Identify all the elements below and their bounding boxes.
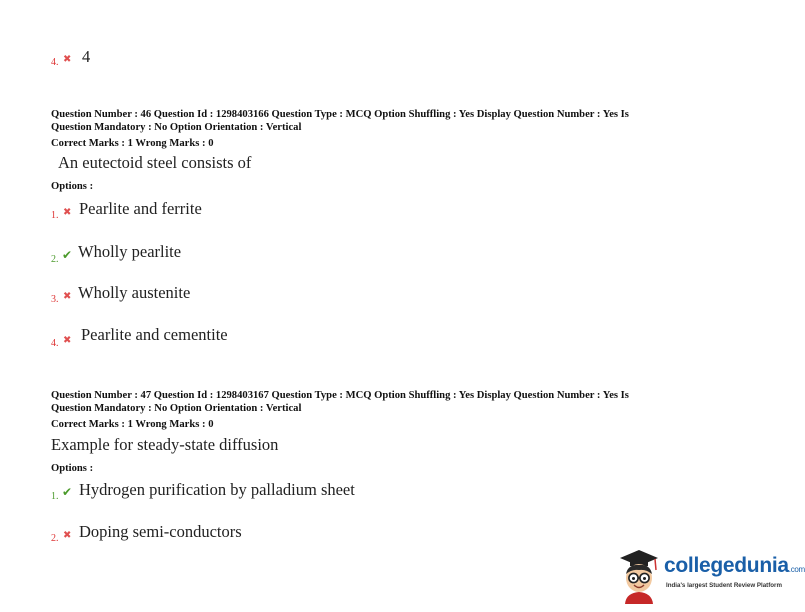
check-icon: ✔ xyxy=(62,248,73,262)
logo-name: collegedunia xyxy=(664,554,789,577)
option-number: 1. xyxy=(51,210,59,221)
question-marks: Correct Marks : 1 Wrong Marks : 0 xyxy=(51,419,214,430)
question-text: An eutectoid steel consists of xyxy=(58,153,252,172)
question-meta xyxy=(51,389,751,415)
options-label: Options : xyxy=(51,181,94,192)
cross-icon: ✖ xyxy=(63,207,72,218)
question-text: Example for steady-state diffusion xyxy=(51,435,279,454)
option-text: Hydrogen purification by palladium sheet xyxy=(79,480,355,499)
question-meta-line: Question Number : 47 Question Id : 1298403167 Question Type : MCQ Option Shuffling : Yes Display Question Number : Yes Is xyxy=(51,390,629,401)
question-meta xyxy=(51,108,751,134)
question-meta-line: Question Mandatory : No Option Orientation : Vertical xyxy=(51,122,302,133)
question-meta-line: Question Mandatory : No Option Orientation : Vertical xyxy=(51,403,302,414)
cross-icon: ✖ xyxy=(63,335,72,346)
question-meta-line: Question Number : 46 Question Id : 1298403166 Question Type : MCQ Option Shuffling : Yes Display Question Number : Yes Is xyxy=(51,109,629,120)
option-number: 2. xyxy=(51,533,59,544)
logo-tagline: India's largest Student Review Platform xyxy=(666,582,782,589)
option-number: 4. xyxy=(51,338,59,349)
check-icon: ✔ xyxy=(62,485,73,499)
options-label: Options : xyxy=(51,463,94,474)
logo-wordmark xyxy=(664,554,805,578)
option-number: 1. xyxy=(51,491,59,502)
option-text: 4 xyxy=(82,47,91,66)
option-text: Pearlite and ferrite xyxy=(79,199,202,218)
option-number: 4. xyxy=(51,57,59,68)
option-text: Wholly austenite xyxy=(78,283,191,302)
mascot-icon xyxy=(616,548,662,604)
option-text: Wholly pearlite xyxy=(78,242,182,261)
option-text: Pearlite and cementite xyxy=(81,325,228,344)
collegedunia-logo[interactable] xyxy=(616,548,805,604)
cross-icon: ✖ xyxy=(63,291,72,302)
cross-icon: ✖ xyxy=(63,54,72,65)
option-number: 3. xyxy=(51,294,59,305)
option-text: Doping semi-conductors xyxy=(79,522,242,541)
logo-suffix: .com xyxy=(788,565,805,574)
cross-icon: ✖ xyxy=(63,530,72,541)
option-number: 2. xyxy=(51,254,59,265)
question-marks: Correct Marks : 1 Wrong Marks : 0 xyxy=(51,138,214,149)
